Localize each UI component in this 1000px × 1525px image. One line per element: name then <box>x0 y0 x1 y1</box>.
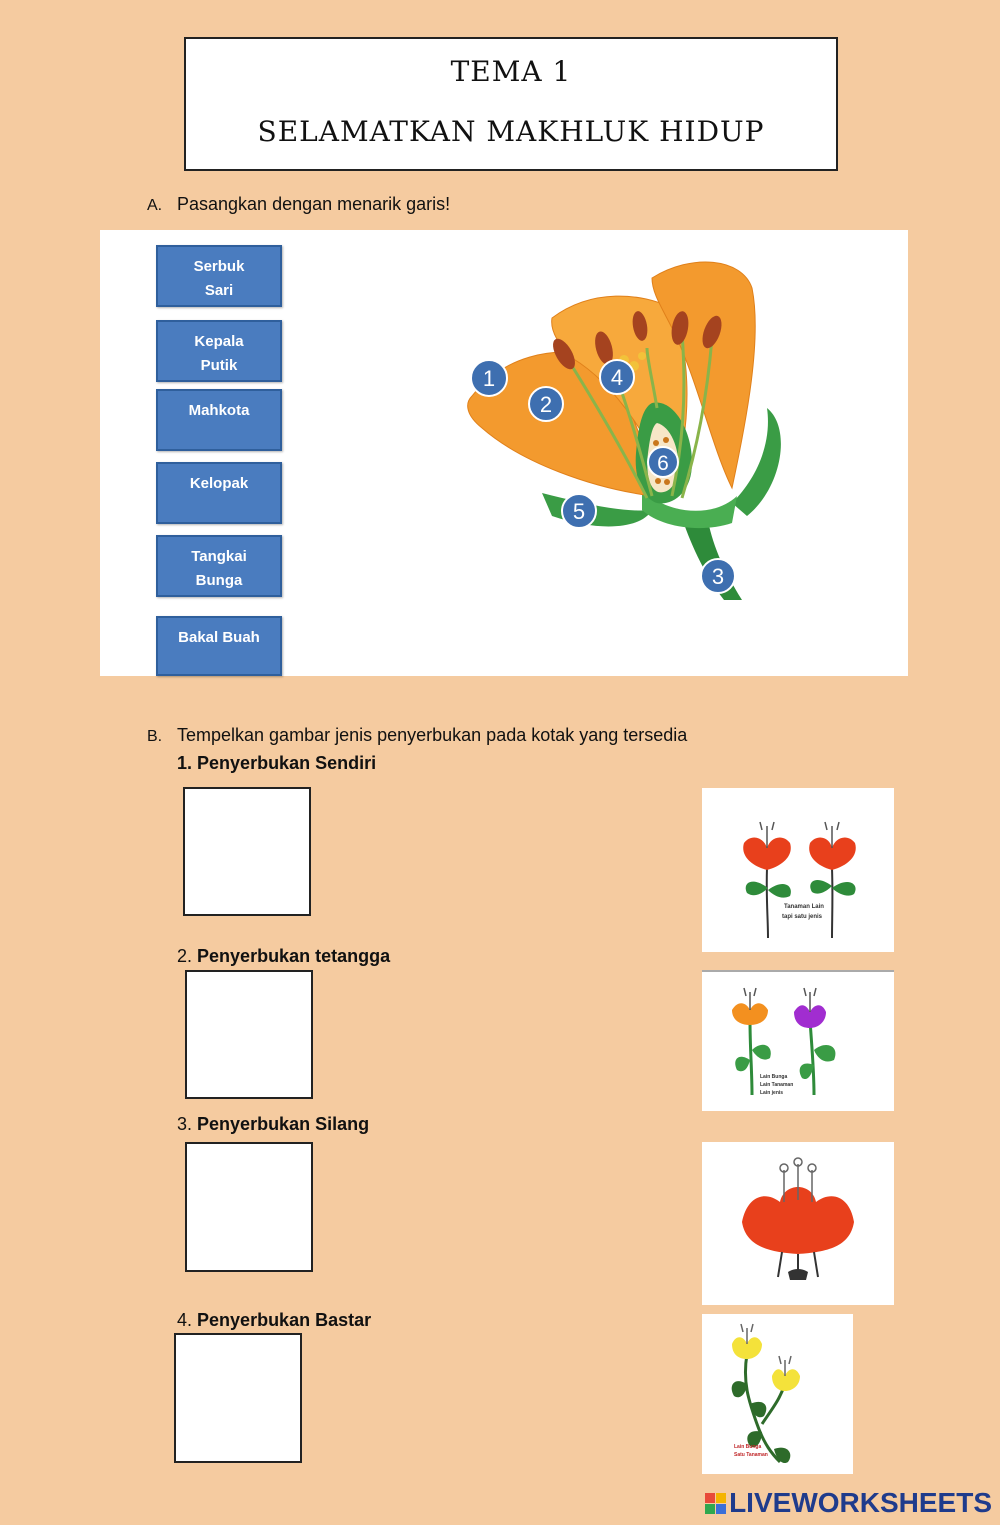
section-b-heading <box>147 725 687 746</box>
item-1-number: 1. <box>177 753 193 773</box>
marker-6 <box>648 447 678 477</box>
pic1-caption-a: Tanaman Lain <box>784 904 824 910</box>
single-red-flower-icon <box>702 1142 894 1305</box>
sepal-left <box>542 493 652 526</box>
yellow-flowers-icon <box>702 1314 853 1474</box>
item-4-heading <box>177 1310 371 1331</box>
label-mahkota-text: Mahkota <box>188 402 250 419</box>
pollination-picture-3[interactable] <box>702 1142 894 1305</box>
item-1-label: Penyerbukan Sendiri <box>197 753 377 773</box>
theme-subtitle: SELAMATKAN MAKHLUK HIDUP <box>257 115 765 148</box>
marker-3 <box>701 559 735 593</box>
svg-text:5: 5 <box>572 499 586 524</box>
label-bakal-buah[interactable] <box>156 616 282 676</box>
section-a-heading <box>147 194 450 215</box>
label-tangkai-bunga-line2: Bunga <box>195 572 243 589</box>
section-a-instruction: Pasangkan dengan menarik garis! <box>177 194 451 214</box>
pic1-caption-b: tapi satu jenis <box>782 914 823 920</box>
pic2-caption-a: Lain Bunga <box>760 1074 788 1080</box>
drop-box-1[interactable] <box>183 787 311 916</box>
orange-and-purple-flowers-icon <box>702 970 894 1111</box>
item-2-number: 2. <box>177 946 193 966</box>
liveworksheets-logo <box>705 1487 992 1519</box>
drop-box-2[interactable] <box>185 970 313 1099</box>
item-4-label: Penyerbukan Bastar <box>197 1310 372 1330</box>
label-mahkota[interactable] <box>156 389 282 451</box>
item-2-label: Penyerbukan tetangga <box>197 946 391 966</box>
flower-illustration <box>352 248 872 608</box>
label-tangkai-bunga[interactable] <box>156 535 282 597</box>
label-tangkai-bunga-line1: Tangkai <box>191 548 247 565</box>
marker-1 <box>471 360 507 396</box>
pollination-picture-1[interactable] <box>702 788 894 952</box>
section-a-letter: A. <box>147 197 163 214</box>
flower-diagram-panel <box>100 230 908 676</box>
pic2-caption-b: Lain Tanaman <box>760 1082 794 1088</box>
label-kepala-putik-line2: Putik <box>200 357 238 374</box>
svg-text:1: 1 <box>482 366 496 391</box>
pollination-picture-4[interactable] <box>702 1314 853 1474</box>
item-1-heading <box>177 753 376 774</box>
liveworksheets-brand-text: LIVEWORKSHEETS <box>729 1487 992 1518</box>
label-serbuk-sari-line1: Serbuk <box>193 258 245 275</box>
svg-text:4: 4 <box>610 365 624 390</box>
section-b-letter: B. <box>147 728 163 745</box>
item-3-heading <box>177 1114 369 1135</box>
label-kepala-putik[interactable] <box>156 320 282 382</box>
item-3-label: Penyerbukan Silang <box>197 1114 370 1134</box>
item-2-heading <box>177 946 390 967</box>
liveworksheets-mark-icon <box>705 1493 726 1514</box>
marker-2 <box>529 387 563 421</box>
svg-text:2: 2 <box>539 392 553 417</box>
theme-title: TEMA 1 <box>450 55 572 88</box>
drop-box-3[interactable] <box>185 1142 313 1272</box>
label-kepala-putik-line1: Kepala <box>194 333 244 350</box>
title-box <box>184 37 838 171</box>
pic4-caption-b: Satu Tanaman <box>734 1452 768 1458</box>
item-4-number: 4. <box>177 1310 193 1330</box>
drop-box-4[interactable] <box>174 1333 302 1463</box>
item-3-number: 3. <box>177 1114 193 1134</box>
label-serbuk-sari[interactable] <box>156 245 282 307</box>
pollination-picture-2[interactable] <box>702 970 894 1111</box>
label-kelopak-text: Kelopak <box>189 475 249 492</box>
marker-5 <box>562 494 596 528</box>
marker-4 <box>600 360 634 394</box>
label-serbuk-sari-line2: Sari <box>204 282 234 299</box>
label-bakal-buah-text: Bakal Buah <box>178 629 260 646</box>
svg-text:3: 3 <box>711 564 725 589</box>
two-red-flowers-icon <box>702 788 894 952</box>
svg-text:6: 6 <box>657 452 669 475</box>
pic2-caption-c: Lain jenis <box>760 1090 784 1096</box>
label-kelopak[interactable] <box>156 462 282 524</box>
pic4-caption-a: Lain Bunga <box>734 1444 762 1450</box>
section-b-instruction: Tempelkan gambar jenis penyerbukan pada kotak yang tersedia <box>177 725 688 745</box>
